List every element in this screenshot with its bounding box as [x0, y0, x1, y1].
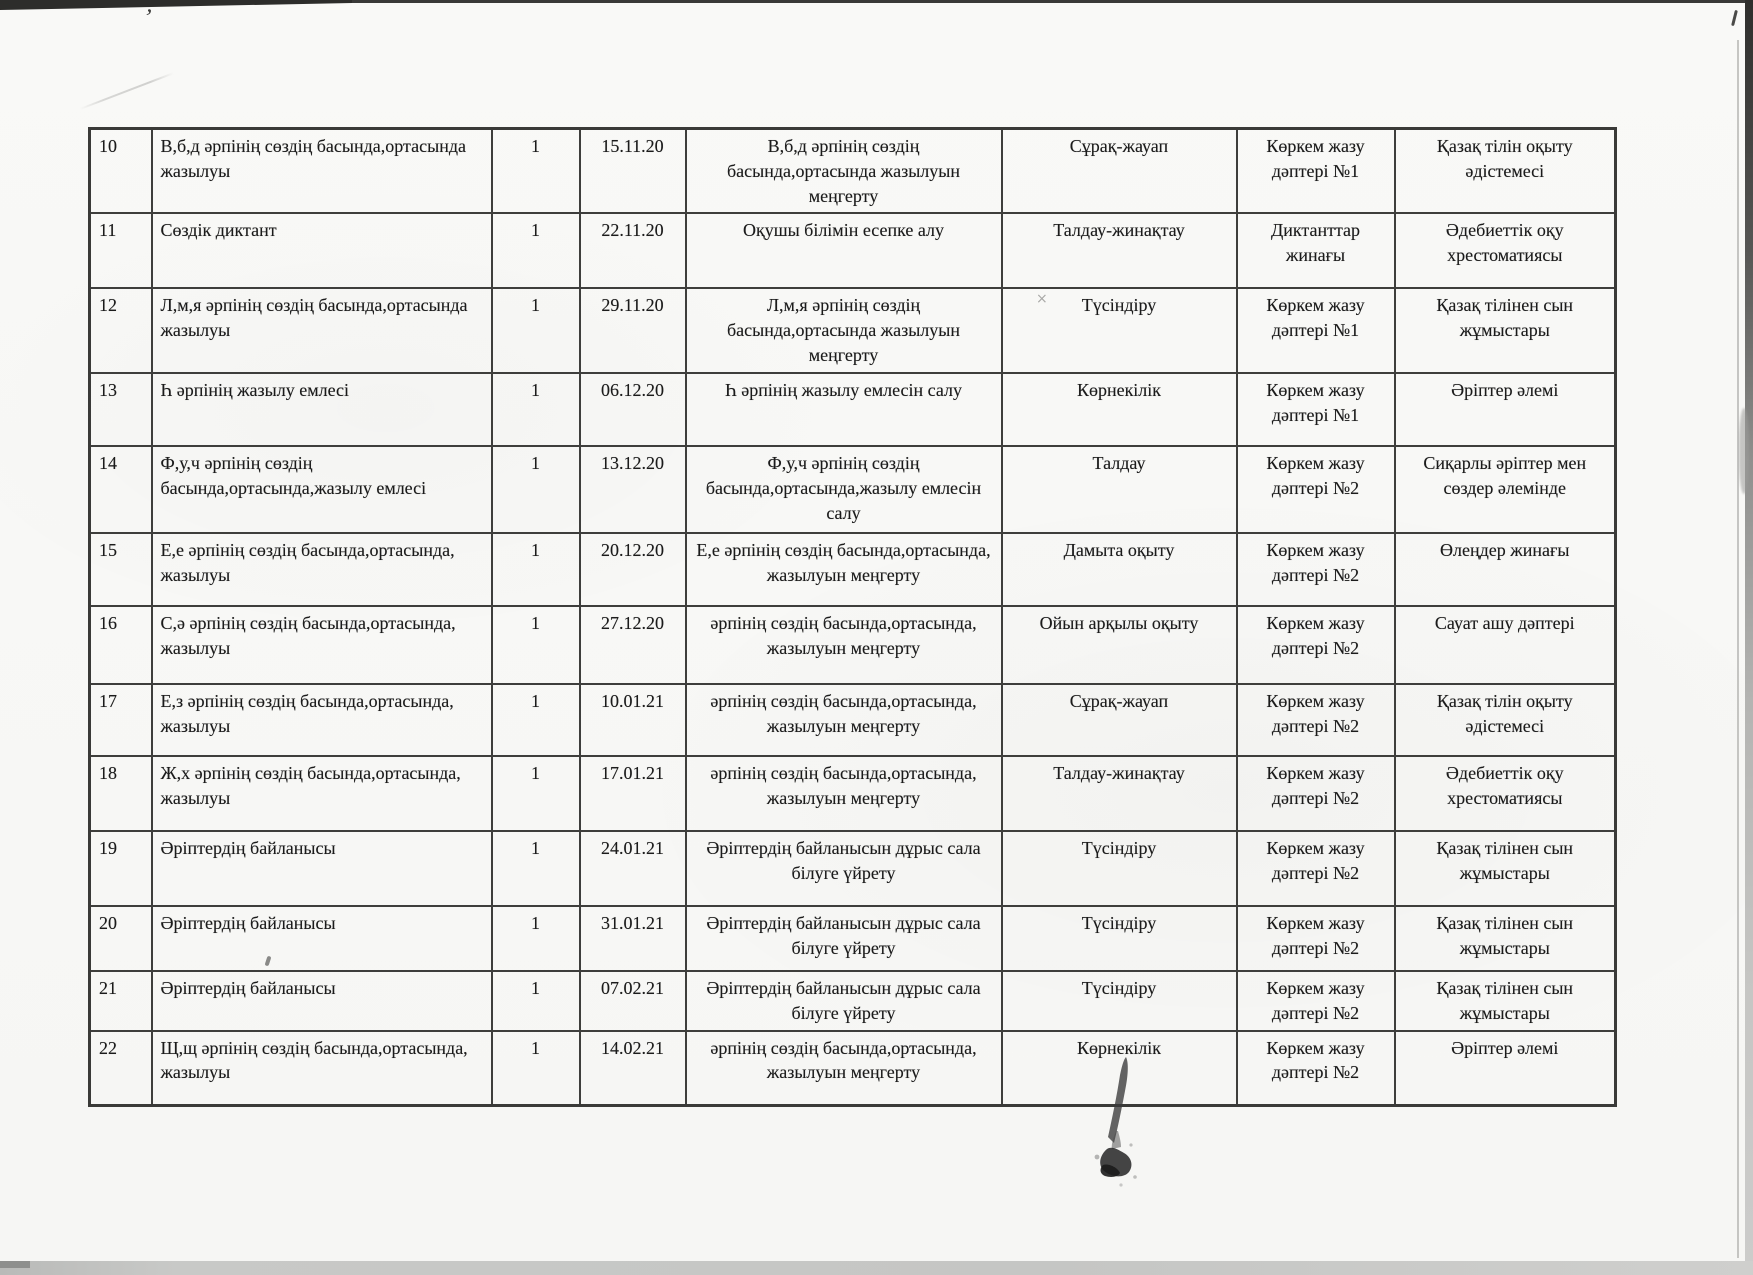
- cell-date: 24.01.21: [580, 831, 686, 906]
- cell-hours: 1: [492, 446, 580, 533]
- cell-method: Көрнекілік: [1002, 1031, 1237, 1106]
- cell-hours: 1: [492, 213, 580, 288]
- cell-number: 20: [90, 906, 152, 971]
- cell-objective: В,б,д әрпінің сөздің басында,ортасында жазылуын меңгерту: [686, 129, 1002, 214]
- cell-hours: 1: [492, 606, 580, 684]
- cell-number: 12: [90, 288, 152, 372]
- cell-literature: Қазақ тілін оқыту әдістемесі: [1395, 684, 1616, 756]
- cell-literature: Қазақ тілінен сын жұмыстары: [1395, 288, 1616, 372]
- cell-method: Талдау: [1002, 446, 1237, 533]
- cell-number: 22: [90, 1031, 152, 1106]
- cell-topic: Һ әрпінің жазылу емлесі: [152, 373, 492, 446]
- cell-date: 06.12.20: [580, 373, 686, 446]
- cell-objective: Һ әрпінің жазылу емлесін салу: [686, 373, 1002, 446]
- table-row: [90, 129, 1616, 214]
- table-row: [90, 373, 1616, 446]
- cell-literature: Өлеңдер жинағы: [1395, 533, 1616, 606]
- cell-date: 10.01.21: [580, 684, 686, 756]
- table-row: [90, 446, 1616, 533]
- cell-objective: Л,м,я әрпінің сөздің басында,ортасында жазылуын меңгерту: [686, 288, 1002, 372]
- cell-objective: Әріптердің байланысын дұрыс сала білуге үйрету: [686, 831, 1002, 906]
- cell-date: 13.12.20: [580, 446, 686, 533]
- cell-literature: Қазақ тілінен сын жұмыстары: [1395, 906, 1616, 971]
- cell-topic: Әріптердің байланысы: [152, 971, 492, 1031]
- cell-objective: Ф,у,ч әрпінің сөздің басында,ортасында,жазылу емлесін салу: [686, 446, 1002, 533]
- cell-resource: Көркем жазу дәптері №2: [1237, 906, 1395, 971]
- table-row: [90, 831, 1616, 906]
- cell-hours: 1: [492, 1031, 580, 1106]
- cell-topic: Щ,щ әрпінің сөздің басында,ортасында, жазылуы: [152, 1031, 492, 1106]
- cell-objective: әрпінің сөздің басында,ортасында, жазылуын меңгерту: [686, 606, 1002, 684]
- cell-topic: Е,е әрпінің сөздің басында,ортасында, жазылуы: [152, 533, 492, 606]
- cell-method: Түсіндіру: [1002, 288, 1237, 372]
- cell-resource: Көркем жазу дәптері №2: [1237, 831, 1395, 906]
- scan-bottom-edge-nub: [0, 1261, 30, 1268]
- cell-method: Сұрақ-жауап: [1002, 129, 1237, 214]
- cell-resource: Көркем жазу дәптері №2: [1237, 756, 1395, 831]
- cell-number: 16: [90, 606, 152, 684]
- cell-literature: Қазақ тілін оқыту әдістемесі: [1395, 129, 1616, 214]
- cell-number: 10: [90, 129, 152, 214]
- cell-literature: Қазақ тілінен сын жұмыстары: [1395, 831, 1616, 906]
- cell-hours: 1: [492, 756, 580, 831]
- cell-date: 20.12.20: [580, 533, 686, 606]
- table-row: [90, 1031, 1616, 1106]
- cell-method: Көрнекілік: [1002, 373, 1237, 446]
- cell-method: Түсіндіру: [1002, 906, 1237, 971]
- cell-resource: Көркем жазу дәптері №2: [1237, 533, 1395, 606]
- page-right-edge-line: [1737, 40, 1739, 1258]
- cell-number: 19: [90, 831, 152, 906]
- cell-literature: Сиқарлы әріптер мен сөздер әлемінде: [1395, 446, 1616, 533]
- cell-number: 11: [90, 213, 152, 288]
- cell-method: Талдау-жинақтау: [1002, 213, 1237, 288]
- cell-objective: әрпінің сөздің басында,ортасында, жазылуын меңгерту: [686, 684, 1002, 756]
- cell-objective: Е,е әрпінің сөздің басында,ортасында, жазылуын меңгерту: [686, 533, 1002, 606]
- scan-top-edge-thick: [0, 0, 352, 10]
- cell-resource: Диктанттар жинағы: [1237, 213, 1395, 288]
- cell-literature: Әріптер әлемі: [1395, 373, 1616, 446]
- cell-hours: 1: [492, 971, 580, 1031]
- scan-right-smudge: [1739, 408, 1749, 494]
- scan-right-edge: [1745, 0, 1753, 1275]
- lesson-plan-table: [88, 127, 1617, 1107]
- cell-hours: 1: [492, 533, 580, 606]
- table-row: [90, 213, 1616, 288]
- cell-topic: Ф,у,ч әрпінің сөздің басында,ортасында,жазылу емлесі: [152, 446, 492, 533]
- cell-topic: Сөздік диктант: [152, 213, 492, 288]
- cell-topic: В,б,д әрпінің сөздің басында,ортасында жазылуы: [152, 129, 492, 214]
- cell-resource: Көркем жазу дәптері №1: [1237, 373, 1395, 446]
- cell-number: 14: [90, 446, 152, 533]
- cell-objective: Оқушы білімін есепке алу: [686, 213, 1002, 288]
- cell-date: 07.02.21: [580, 971, 686, 1031]
- cell-resource: Көркем жазу дәптері №2: [1237, 971, 1395, 1031]
- cell-method: Талдау-жинақтау: [1002, 756, 1237, 831]
- table-row: [90, 756, 1616, 831]
- cell-number: 13: [90, 373, 152, 446]
- cell-objective: әрпінің сөздің басында,ортасында, жазылуын меңгерту: [686, 1031, 1002, 1106]
- table-row: [90, 971, 1616, 1031]
- cell-literature: Сауат ашу дәптері: [1395, 606, 1616, 684]
- cell-topic: Ж,х әрпінің сөздің басында,ортасында, жазылуы: [152, 756, 492, 831]
- cell-resource: Көркем жазу дәптері №1: [1237, 288, 1395, 372]
- cell-resource: Көркем жазу дәптері №2: [1237, 684, 1395, 756]
- cell-objective: әрпінің сөздің басында,ортасында, жазылуын меңгерту: [686, 756, 1002, 831]
- cell-hours: 1: [492, 373, 580, 446]
- table-row: [90, 906, 1616, 971]
- cell-date: 31.01.21: [580, 906, 686, 971]
- cell-topic: Е,з әрпінің сөздің басында,ортасында, жазылуы: [152, 684, 492, 756]
- cell-date: 17.01.21: [580, 756, 686, 831]
- cell-literature: Қазақ тілінен сын жұмыстары: [1395, 971, 1616, 1031]
- cell-resource: Көркем жазу дәптері №2: [1237, 606, 1395, 684]
- pen-tick-mark: ’: [141, 4, 155, 32]
- cell-resource: Көркем жазу дәптері №1: [1237, 129, 1395, 214]
- cell-date: 27.12.20: [580, 606, 686, 684]
- cell-date: 15.11.20: [580, 129, 686, 214]
- cell-topic: Әріптердің байланысы: [152, 906, 492, 971]
- pen-tick-mark-right: [1731, 10, 1738, 26]
- cell-date: 29.11.20: [580, 288, 686, 372]
- ink-smudge: [1085, 1053, 1175, 1193]
- cell-objective: Әріптердің байланысын дұрыс сала білуге үйрету: [686, 906, 1002, 971]
- cell-literature: Әріптер әлемі: [1395, 1031, 1616, 1106]
- cell-method: Сұрақ-жауап: [1002, 684, 1237, 756]
- cell-number: 17: [90, 684, 152, 756]
- scan-bottom-edge: [0, 1261, 1753, 1275]
- table-row: [90, 288, 1616, 372]
- cell-method: Ойын арқылы оқыту: [1002, 606, 1237, 684]
- cell-method: Дамыта оқыту: [1002, 533, 1237, 606]
- table-row: [90, 684, 1616, 756]
- cell-method: Түсіндіру: [1002, 831, 1237, 906]
- cell-literature: Әдебиеттік оқу хрестоматиясы: [1395, 756, 1616, 831]
- paper-crease: [80, 72, 174, 110]
- cell-number: 18: [90, 756, 152, 831]
- cell-resource: Көркем жазу дәптері №2: [1237, 446, 1395, 533]
- cell-number: 21: [90, 971, 152, 1031]
- cell-hours: 1: [492, 129, 580, 214]
- cell-hours: 1: [492, 288, 580, 372]
- cell-topic: Л,м,я әрпінің сөздің басында,ортасында жазылуы: [152, 288, 492, 372]
- cell-number: 15: [90, 533, 152, 606]
- cell-objective: Әріптердің байланысын дұрыс сала білуге үйрету: [686, 971, 1002, 1031]
- cell-hours: 1: [492, 684, 580, 756]
- table-row: [90, 533, 1616, 606]
- cell-topic: С,ә әрпінің сөздің басында,ортасында, жазылуы: [152, 606, 492, 684]
- cell-method: Түсіндіру: [1002, 971, 1237, 1031]
- cell-date: 22.11.20: [580, 213, 686, 288]
- ink-speck-faint: ×: [1036, 291, 1048, 307]
- cell-literature: Әдебиеттік оқу хрестоматиясы: [1395, 213, 1616, 288]
- cell-date: 14.02.21: [580, 1031, 686, 1106]
- cell-hours: 1: [492, 906, 580, 971]
- cell-hours: 1: [492, 831, 580, 906]
- cell-topic: Әріптердің байланысы: [152, 831, 492, 906]
- table-row: [90, 606, 1616, 684]
- cell-resource: Көркем жазу дәптері №2: [1237, 1031, 1395, 1106]
